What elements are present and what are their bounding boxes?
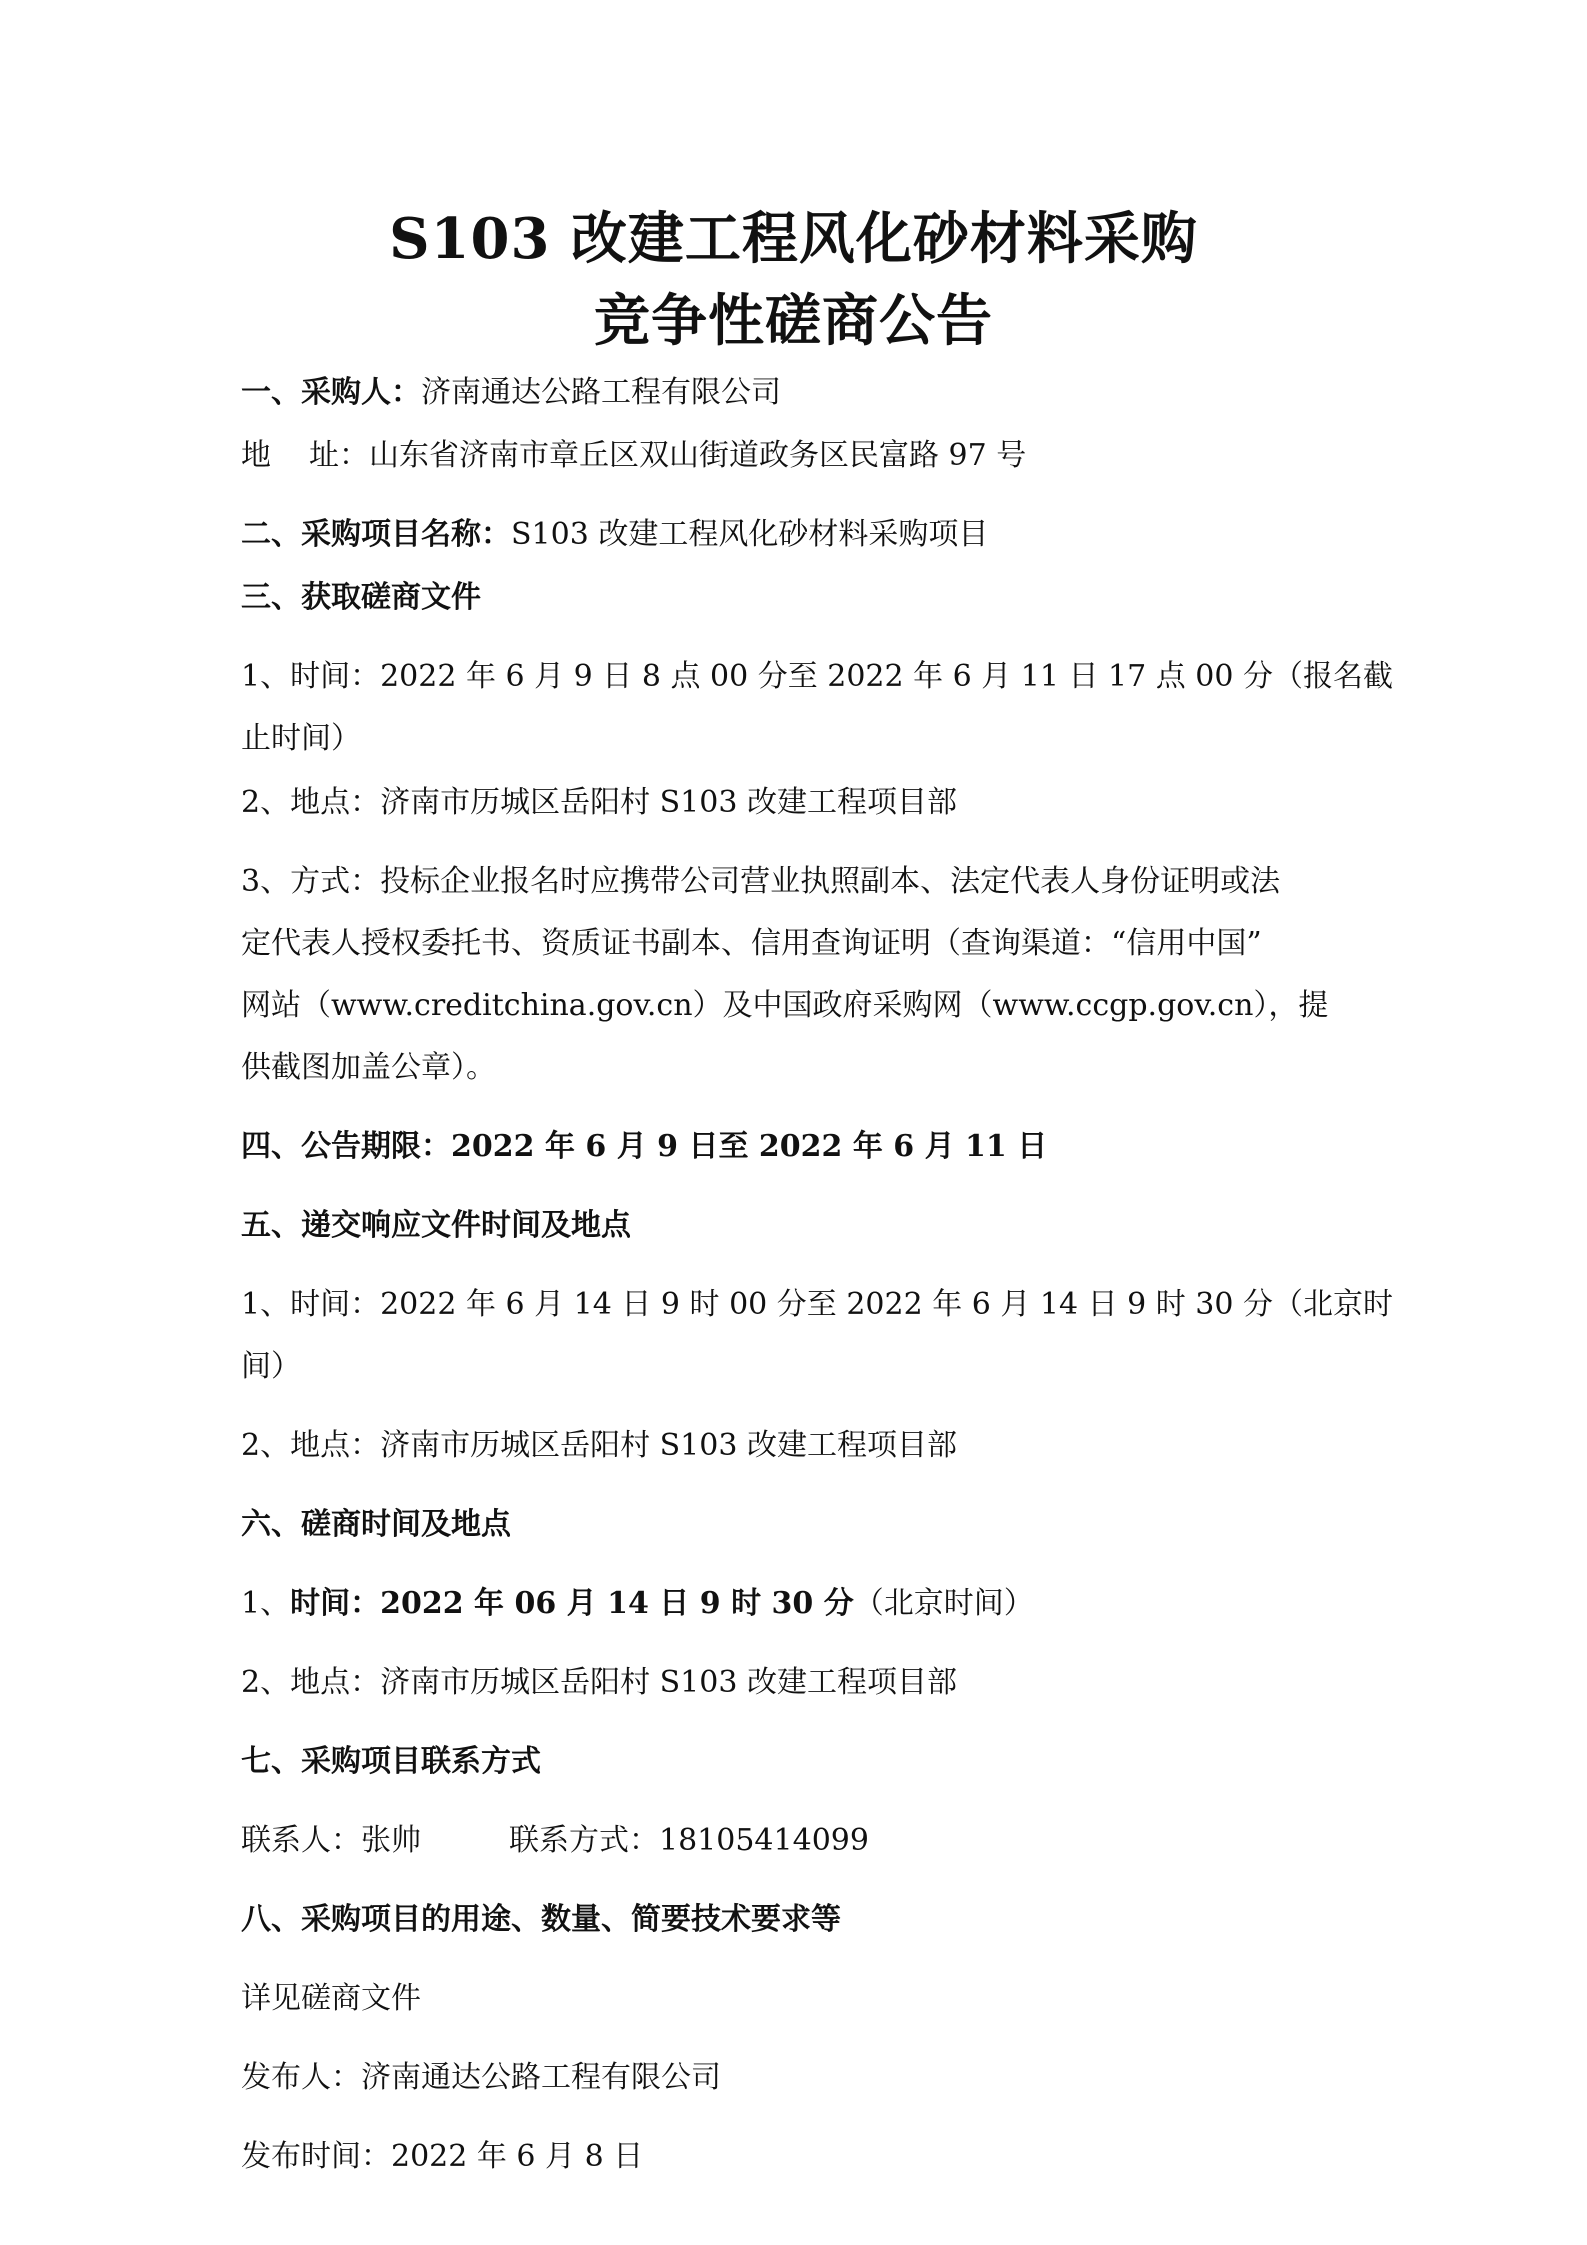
address-value: 山东省济南市章丘区双山街道政务区民富路 97 号 — [369, 438, 1027, 473]
contact-line — [241, 1821, 1361, 1861]
purchaser-value: 济南通达公路工程有限公司 — [421, 375, 781, 410]
address-label-b: 址： — [309, 438, 369, 473]
contact-phone: 联系方式：18105414099 — [509, 1823, 869, 1858]
obtain-time-line-1: 1、时间：2022 年 6 月 9 日 8 点 00 分至 2022 年 6 月 11 日 17 点 00 分（报名截 — [241, 659, 1394, 694]
obtain-method-line-2: 定代表人授权委托书、资质证书副本、信用查询证明（查询渠道：“信用中国” — [241, 926, 1262, 961]
consultation-time — [241, 1584, 1361, 1624]
consultation-time-suffix: （北京时间） — [853, 1586, 1034, 1621]
project-name-line — [241, 515, 1361, 555]
submission-place: 2、地点：济南市历城区岳阳村 S103 改建工程项目部 — [241, 1428, 957, 1463]
address-line — [241, 436, 1361, 476]
purchaser-line — [241, 373, 1361, 413]
project-name-value: S103 改建工程风化砂材料采购项目 — [511, 517, 989, 552]
obtain-method-line-4: 供截图加盖公章）。 — [241, 1050, 496, 1085]
obtain-time-line-2: 止时间） — [241, 721, 361, 756]
submission-time-line-2: 间） — [241, 1349, 301, 1384]
notice-period: 四、公告期限：2022 年 6 月 9 日至 2022 年 6 月 11 日 — [241, 1129, 1048, 1164]
requirements-heading: 八、采购项目的用途、数量、简要技术要求等 — [241, 1902, 841, 1937]
obtain-docs-heading: 三、获取磋商文件 — [241, 580, 481, 615]
purchaser-label: 一、采购人： — [241, 375, 421, 410]
requirements-detail: 详见磋商文件 — [241, 1981, 421, 2016]
submission-time-line-1: 1、时间：2022 年 6 月 14 日 9 时 00 分至 2022 年 6 月 14 日 9 时 30 分（北京时 — [241, 1287, 1394, 1322]
obtain-method-line-3: 网站（www.creditchina.gov.cn）及中国政府采购网（www.ccgp.gov.cn），提 — [241, 988, 1329, 1023]
publish-date: 发布时间：2022 年 6 月 8 日 — [241, 2139, 644, 2174]
contact-heading: 七、采购项目联系方式 — [241, 1744, 541, 1779]
project-name-label: 二、采购项目名称： — [241, 517, 511, 552]
consultation-time-prefix: 1、 — [241, 1586, 291, 1621]
obtain-method-line-1: 3、方式：投标企业报名时应携带公司营业执照副本、法定代表人身份证明或法 — [241, 864, 1281, 899]
consultation-time-bold: 时间：2022 年 06 月 14 日 9 时 30 分 — [290, 1586, 854, 1621]
title-line-2: 竞争性磋商公告 — [594, 288, 993, 354]
submission-heading: 五、递交响应文件时间及地点 — [241, 1208, 631, 1243]
consultation-heading: 六、磋商时间及地点 — [241, 1507, 511, 1542]
title-line-1: S103 改建工程风化砂材料采购 — [389, 206, 1198, 272]
address-label-a: 地 — [241, 438, 271, 473]
obtain-place: 2、地点：济南市历城区岳阳村 S103 改建工程项目部 — [241, 785, 957, 820]
publisher-name: 发布人：济南通达公路工程有限公司 — [241, 2060, 721, 2095]
consultation-place: 2、地点：济南市历城区岳阳村 S103 改建工程项目部 — [241, 1665, 957, 1700]
contact-person: 联系人：张帅 — [241, 1823, 421, 1858]
